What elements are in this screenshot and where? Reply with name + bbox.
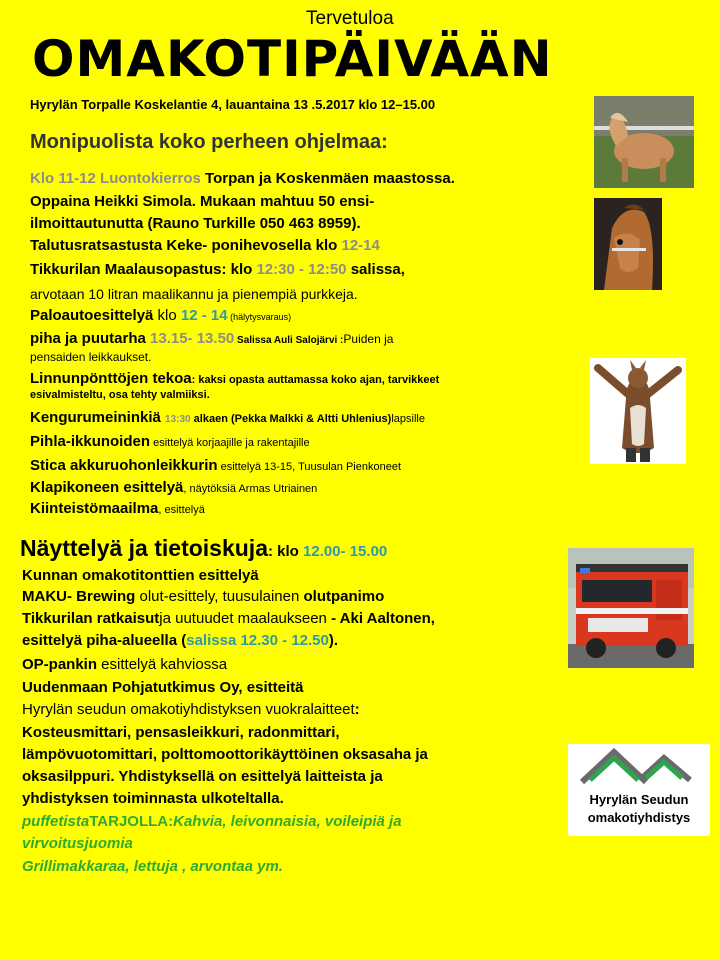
- pihla-desc: esittelyä korjaajille ja rakentajille: [150, 437, 310, 449]
- piha-person: Salissa Auli Salojärvi :: [234, 335, 344, 346]
- association-logo: [568, 744, 710, 836]
- pony-photo-1: [594, 96, 694, 188]
- program-line-pihla: [30, 433, 310, 450]
- luontokierros-desc: Torpan ja Koskenmäen maastossa.: [200, 170, 455, 187]
- puffetti-text: puffetista: [22, 813, 90, 830]
- pontot-desc: : kaksi opasta auttamassa koko ajan, tarvikkeet: [191, 374, 440, 386]
- piha-alue-time: salissa 12.30 - 12.50: [186, 632, 329, 649]
- program-line-linnunpontot: [30, 370, 439, 387]
- program-line-pensaat: pensaiden leikkaukset.: [30, 350, 152, 364]
- klapi-text: Klapikoneen esittelyä: [30, 479, 184, 496]
- piha-alue-text: esittelyä piha-alueella (: [22, 632, 187, 649]
- kiinteisto-desc: , esittelyä: [158, 504, 205, 516]
- program-line-piha: [30, 330, 393, 347]
- paloauto-time: 12 - 14: [180, 307, 228, 324]
- exhibition-title: Näyttelyä ja tietoiskuja: [20, 535, 268, 561]
- tarjolla-items: Kahvia, leivonnaisia, voileipiä ja: [173, 813, 402, 830]
- maku-name: MAKU- Brewing: [22, 588, 136, 605]
- kenguru-persons: alkaen (Pekka Malkki & Altti Uhlenius): [190, 413, 392, 425]
- maku-panimo: olutpanimo: [303, 588, 385, 605]
- program-line-luontokierros: [30, 170, 455, 187]
- paloauto-klo: klo: [153, 307, 181, 324]
- maalaus-text: Tikkurilan Maalausopastus: klo: [30, 261, 257, 278]
- piha-time: 13.15- 13.50: [150, 330, 235, 347]
- houses-icon: [568, 744, 710, 788]
- program-line-kengurumeininki: [30, 409, 425, 426]
- exhibition-heading: [20, 535, 387, 562]
- pontot-text: Linnunpönttöjen tekoa: [30, 370, 192, 387]
- luontokierros-time: Klo 11-12 Luontokierros: [30, 170, 201, 187]
- stica-text: Stica akkuruohonleikkurin: [30, 457, 218, 474]
- paloauto-note: (hälytysvaraus): [227, 312, 292, 322]
- fire-truck-photo: [568, 548, 694, 668]
- kangaroo-costume-photo: [590, 358, 686, 464]
- program-line-ilmoittautuminen: ilmoittautunutta (Rauno Turkille 050 463 8959).: [30, 215, 361, 232]
- maalaus-time: 12:30 - 12:50: [256, 261, 347, 278]
- piha-alue-end: ).: [328, 632, 339, 649]
- logo-line-2: omakotiyhdistys: [587, 810, 691, 825]
- vuokra-text: Hyrylän seudun omakotiyhdistyksen vuokralaitteet: [22, 701, 355, 718]
- exhibit-grilli: Grillimakkaraa, lettuja , arvontaa ym.: [22, 858, 283, 875]
- tikkurila-desc: ja uutuudet maalaukseen: [159, 610, 332, 627]
- talutus-text: Talutusratsastusta Keke- ponihevosella klo: [30, 237, 342, 254]
- logo-line-1: Hyrylän Seudun: [589, 792, 689, 807]
- exhibit-vuokralaitteet: [22, 701, 360, 718]
- kenguru-time: 13:30: [165, 414, 191, 425]
- program-line-arvonta: arvotaan 10 litran maalikannu ja pienempiä purkkeja.: [30, 286, 358, 302]
- exhibit-laitteet-1: Kosteusmittari, pensasleikkuri, radonmittari,: [22, 724, 340, 741]
- tikkurila-name: Tikkurilan ratkaisut: [22, 610, 160, 627]
- exhibit-laitteet-2: lämpövuotomittari, polttomoottorikäyttöinen oksasaha ja: [22, 746, 428, 763]
- exhibition-time: 12.00- 15.00: [303, 543, 388, 560]
- talutus-time: 12-14: [341, 237, 380, 254]
- program-line-talutusratsastus: [30, 237, 380, 254]
- program-line-klapikone: [30, 479, 317, 496]
- maku-desc: olut-esittely, tuusulainen: [135, 588, 304, 605]
- kenguru-text: Kengurumeininkiä: [30, 409, 166, 426]
- pony-photo-2: [594, 198, 662, 290]
- exhibit-tikkurila: [22, 610, 435, 627]
- exhibit-laitteet-3: oksasilppuri. Yhdistyksellä on esittelyä laitteista ja: [22, 768, 383, 785]
- stica-desc: esittelyä 13-15, Tuusulan Pienkoneet: [217, 461, 402, 473]
- klapi-desc: , näytöksiä Armas Utriainen: [183, 483, 318, 495]
- tikkurila-person: - Aki Aaltonen,: [331, 610, 435, 627]
- tarjolla-text: TARJOLLA:: [89, 813, 174, 830]
- kenguru-target: lapsille: [391, 413, 425, 425]
- exhibit-pohjatutkimus: Uudenmaan Pohjatutkimus Oy, esitteitä: [22, 679, 304, 696]
- exhibit-ulkoteltta: yhdistyksen toiminnasta ulkoteltalla.: [22, 790, 284, 807]
- exhibit-op-pankki: [22, 656, 227, 673]
- exhibit-puffetti: [22, 813, 402, 830]
- piha-text: piha ja puutarha: [30, 330, 151, 347]
- program-heading: Monipuolista koko perheen ohjelmaa:: [30, 131, 388, 153]
- exhibit-piha-alue: [22, 632, 338, 649]
- program-line-oppaina: Oppaina Heikki Simola. Mukaan mahtuu 50 ensi-: [30, 193, 375, 210]
- exhibit-virvoitus: virvoitusjuomia: [22, 835, 133, 852]
- vuokra-colon: :: [354, 701, 360, 718]
- op-name: OP-pankin: [22, 656, 98, 673]
- program-line-kiinteistomaailma: [30, 500, 205, 517]
- program-line-esivalmisteltu: esivalmisteltu, osa tehty valmiiksi.: [30, 389, 210, 401]
- program-line-paloauto: [30, 307, 291, 324]
- maalaus-place: salissa,: [346, 261, 405, 278]
- op-desc: esittelyä kahviossa: [97, 656, 228, 673]
- piha-topic: Puiden ja: [343, 332, 394, 346]
- pihla-text: Pihla-ikkunoiden: [30, 433, 151, 450]
- program-line-maalausopastus: [30, 261, 405, 278]
- exhibition-klo: : klo: [268, 543, 304, 560]
- kiinteisto-text: Kiinteistömaailma: [30, 500, 159, 517]
- exhibit-maku: [22, 588, 384, 605]
- event-place-date: Hyrylän Torpalle Koskelantie 4, lauantaina 13 .5.2017 klo 12–15.00: [30, 97, 436, 112]
- page-title: OMAKOTIPÄIVÄÄN: [32, 30, 553, 88]
- paloauto-text: Paloautoesittelyä: [30, 307, 154, 324]
- program-line-stica: [30, 457, 401, 474]
- exhibit-tontit: Kunnan omakotitonttien esittelyä: [22, 567, 259, 584]
- welcome-text: Tervetuloa: [306, 8, 394, 29]
